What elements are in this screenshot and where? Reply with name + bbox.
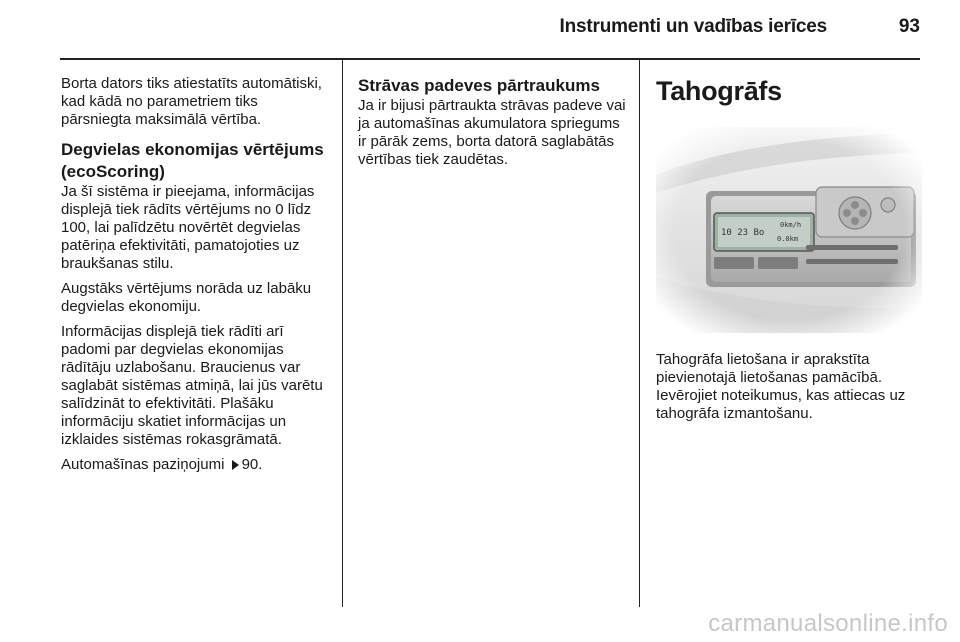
cross-reference-text: Automašīnas paziņojumi xyxy=(61,456,225,473)
tachograph-photo xyxy=(656,127,922,333)
ecoscoring-paragraph-2: Augstāks vērtējums norāda uz labāku degvielas ekonomiju. xyxy=(61,280,312,315)
page-number: 93 xyxy=(898,16,920,37)
column-2 xyxy=(358,75,628,176)
section-heading-power-interruption: Strāvas padeves pārtraukums xyxy=(358,76,600,95)
header-divider xyxy=(60,58,920,60)
reference-arrow-icon xyxy=(232,460,239,470)
section-heading-tachograph: Tahogrāfs xyxy=(656,76,782,106)
running-header-title: Instrumenti un vadības ierīces xyxy=(559,16,827,37)
tachograph-paragraph: Tahogrāfa lietošana ir aprakstīta pievienotajā lietošanas pamācībā. Ievērojiet noteikumus, kas attiecas uz tahogrāfa izmantošanu. xyxy=(656,351,906,422)
column-3 xyxy=(656,75,926,430)
watermark: carmanualsonline.info xyxy=(708,610,948,637)
column-divider-1 xyxy=(342,60,343,607)
ecoscoring-paragraph-3: Informācijas displejā tiek rādīti arī padomi par degvielas ekonomijas rādītāju uzlabošanu. Braucienus var saglabāt sistēmas atmiņā, lai jūs varētu salīdzināt to efektivitāti. Plašāku informāciju skatiet informācijas un izklaides sistēmas rokasgrāmatā. xyxy=(61,323,323,448)
section-heading-ecoscoring: Degvielas ekonomijas vērtējums (ecoScoring) xyxy=(61,140,324,181)
column-1 xyxy=(61,75,331,481)
ecoscoring-paragraph-1: Ja šī sistēma ir pieejama, informācijas displejā tiek rādīts vērtējums no 0 līdz 100, lai palīdzētu novērtēt degvielas patēriņa efektivitāti, pamatojoties uz braukšanas stilu. xyxy=(61,183,315,272)
intro-paragraph: Borta dators tiks atiestatīts automātiski, kad kādā no parametriem tiks pārsniegta maksimālā vērtība. xyxy=(61,75,322,128)
power-interruption-paragraph: Ja ir bijusi pārtraukta strāvas padeve vai ja automašīnas akumulatora spriegums ir pārāk zems, borta datorā saglabātās vērtības tiek zaudētas. xyxy=(358,97,626,168)
column-divider-2 xyxy=(639,60,640,607)
cross-reference-page: 90. xyxy=(241,456,263,473)
cross-reference xyxy=(61,456,331,474)
